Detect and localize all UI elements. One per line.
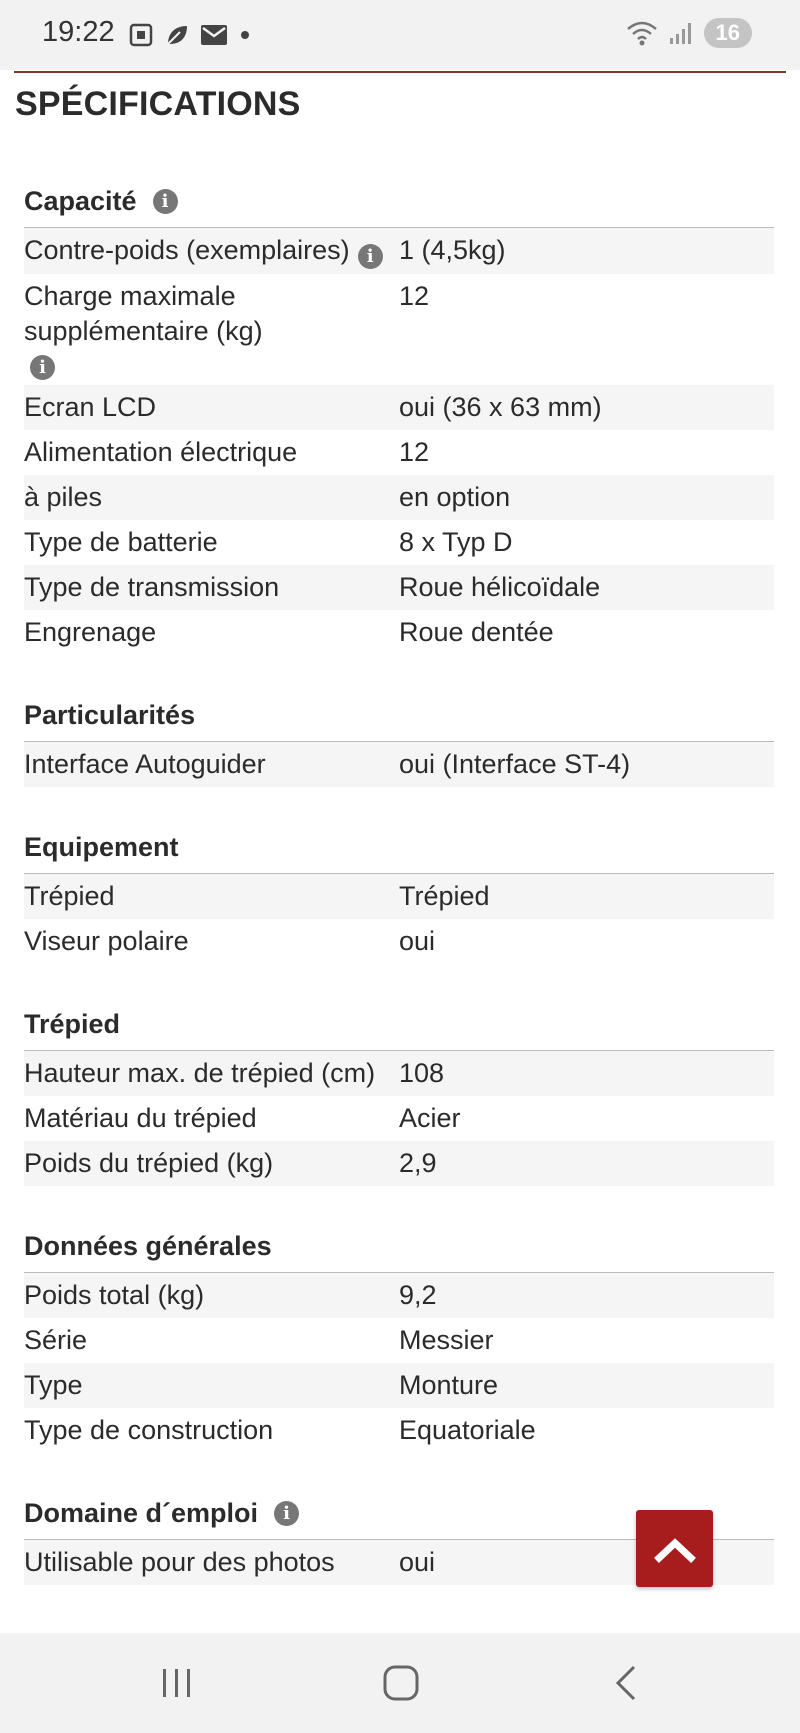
status-icons-right	[626, 18, 752, 48]
spec-value: oui (36 x 63 mm)	[399, 392, 602, 422]
spec-label	[24, 385, 399, 430]
spec-value: Messier	[399, 1325, 494, 1355]
section-title-text: Trépied	[24, 1008, 121, 1039]
spec-row	[24, 475, 774, 520]
spec-label-text: Utilisable pour des photos	[24, 1547, 335, 1577]
spec-value: oui (Interface ST-4)	[399, 749, 631, 779]
spec-rows	[24, 1051, 774, 1186]
spec-rows	[24, 228, 774, 655]
spec-value: 9,2	[399, 1280, 437, 1310]
spec-row	[24, 430, 774, 475]
spec-section	[24, 998, 774, 1186]
spec-label	[24, 475, 399, 520]
spec-value: 108	[399, 1058, 445, 1088]
spec-value: Acier	[399, 1103, 461, 1133]
spec-label-text: Interface Autoguider	[24, 749, 266, 779]
spec-value: Trépied	[399, 881, 490, 911]
section-title-text: Equipement	[24, 831, 179, 862]
dot-icon	[238, 28, 252, 42]
spec-value: 1 (4,5kg)	[399, 235, 506, 265]
spec-row	[24, 1363, 774, 1408]
back-icon[interactable]	[612, 1663, 640, 1703]
spec-label-text: à piles	[24, 482, 103, 512]
section-title	[24, 821, 774, 874]
spec-label	[24, 1540, 399, 1585]
spec-row	[24, 1051, 774, 1096]
spec-label	[24, 430, 399, 475]
spec-label	[24, 1408, 399, 1453]
spec-value: Equatoriale	[399, 1415, 536, 1445]
status-bar	[0, 0, 800, 70]
battery-badge: 16	[704, 18, 752, 48]
spec-rows	[24, 742, 774, 787]
spec-row	[24, 565, 774, 610]
spec-value: 12	[399, 437, 430, 467]
spec-label-text: Matériau du trépied	[24, 1103, 257, 1133]
spec-label	[24, 520, 399, 565]
spec-section	[24, 1220, 774, 1453]
section-title	[24, 1220, 774, 1273]
spec-label-text: Poids total (kg)	[24, 1280, 205, 1310]
spec-value: Roue dentée	[399, 617, 554, 647]
section-title-text: Domaine d´emploi	[24, 1497, 259, 1528]
info-icon[interactable]: i	[274, 1501, 299, 1526]
spec-label	[24, 874, 399, 919]
spec-section	[24, 689, 774, 787]
spec-rows	[24, 1273, 774, 1453]
spec-rows	[24, 874, 774, 964]
spec-label	[24, 610, 399, 655]
spec-section	[24, 821, 774, 964]
spec-row	[24, 520, 774, 565]
spec-label-text: Hauteur max. de trépied (cm)	[24, 1058, 376, 1088]
spec-label-text: Trépied	[24, 881, 115, 911]
spec-label-text: Type	[24, 1370, 83, 1400]
spec-label-text: Type de transmission	[24, 572, 280, 602]
spec-row	[24, 274, 774, 385]
header-divider	[14, 71, 786, 73]
home-icon[interactable]	[382, 1663, 420, 1703]
section-title	[24, 175, 774, 228]
spec-row	[24, 1273, 774, 1318]
spec-label	[24, 1051, 399, 1096]
section-title-text: Particularités	[24, 699, 196, 730]
spec-label-text: Série	[24, 1325, 88, 1355]
spec-row	[24, 742, 774, 787]
section-title-text: Capacité	[24, 185, 137, 216]
spec-value: oui	[399, 1547, 436, 1577]
spec-label-text: Contre-poids (exemplaires)	[24, 235, 350, 265]
spec-label	[24, 1141, 399, 1186]
spec-value: 12	[399, 281, 430, 311]
spec-row	[24, 1408, 774, 1453]
spec-label	[24, 1363, 399, 1408]
spec-row	[24, 228, 774, 274]
spec-label-text: Poids du trépied (kg)	[24, 1148, 274, 1178]
wifi-icon	[626, 19, 658, 47]
spec-label	[24, 274, 399, 385]
section-gap	[24, 964, 774, 998]
spec-value: en option	[399, 482, 511, 512]
section-gap	[24, 1186, 774, 1220]
mail-icon	[200, 23, 228, 47]
spec-label	[24, 742, 399, 787]
spec-label-text: Engrenage	[24, 617, 157, 647]
spec-value: 8 x Typ D	[399, 527, 513, 557]
spec-value: 2,9	[399, 1148, 437, 1178]
page-title: SPÉCIFICATIONS	[15, 85, 301, 123]
section-title	[24, 998, 774, 1051]
section-title-text: Données générales	[24, 1230, 272, 1261]
section-gap	[24, 1453, 774, 1487]
spec-section	[24, 175, 774, 655]
info-icon[interactable]: i	[153, 189, 178, 214]
spec-row	[24, 1318, 774, 1363]
spec-label-text: Type de construction	[24, 1415, 274, 1445]
spec-label-text: Viseur polaire	[24, 926, 189, 956]
spec-label	[24, 228, 399, 274]
spec-row	[24, 1096, 774, 1141]
spec-label-text: Alimentation électrique	[24, 437, 298, 467]
status-time: 19:22	[42, 16, 115, 48]
recents-icon[interactable]	[160, 1663, 194, 1703]
spec-label-text: Ecran LCD	[24, 392, 157, 422]
spec-label	[24, 565, 399, 610]
spec-row	[24, 919, 774, 964]
info-icon[interactable]: i	[358, 244, 383, 269]
spec-value: Roue hélicoïdale	[399, 572, 601, 602]
section-gap	[24, 787, 774, 821]
info-icon[interactable]: i	[30, 355, 55, 380]
spec-value: oui	[399, 926, 436, 956]
spec-row	[24, 610, 774, 655]
spec-label-text: Charge maximale supplémentaire (kg)	[24, 281, 263, 346]
spec-value: Monture	[399, 1370, 499, 1400]
screenshot-icon	[128, 22, 154, 48]
chevron-up-icon	[654, 1535, 696, 1563]
section-title	[24, 689, 774, 742]
scroll-to-top-button[interactable]	[636, 1510, 713, 1587]
spec-label	[24, 919, 399, 964]
spec-label	[24, 1273, 399, 1318]
status-icons-left	[128, 22, 252, 48]
specifications-list	[24, 175, 774, 1585]
section-gap	[24, 655, 774, 689]
leaf-icon	[164, 22, 190, 48]
spec-row	[24, 385, 774, 430]
spec-row	[24, 874, 774, 919]
spec-row	[24, 1141, 774, 1186]
spec-label-text: Type de batterie	[24, 527, 218, 557]
signal-icon	[668, 20, 694, 46]
spec-label	[24, 1096, 399, 1141]
spec-label	[24, 1318, 399, 1363]
navigation-bar	[0, 1633, 800, 1733]
